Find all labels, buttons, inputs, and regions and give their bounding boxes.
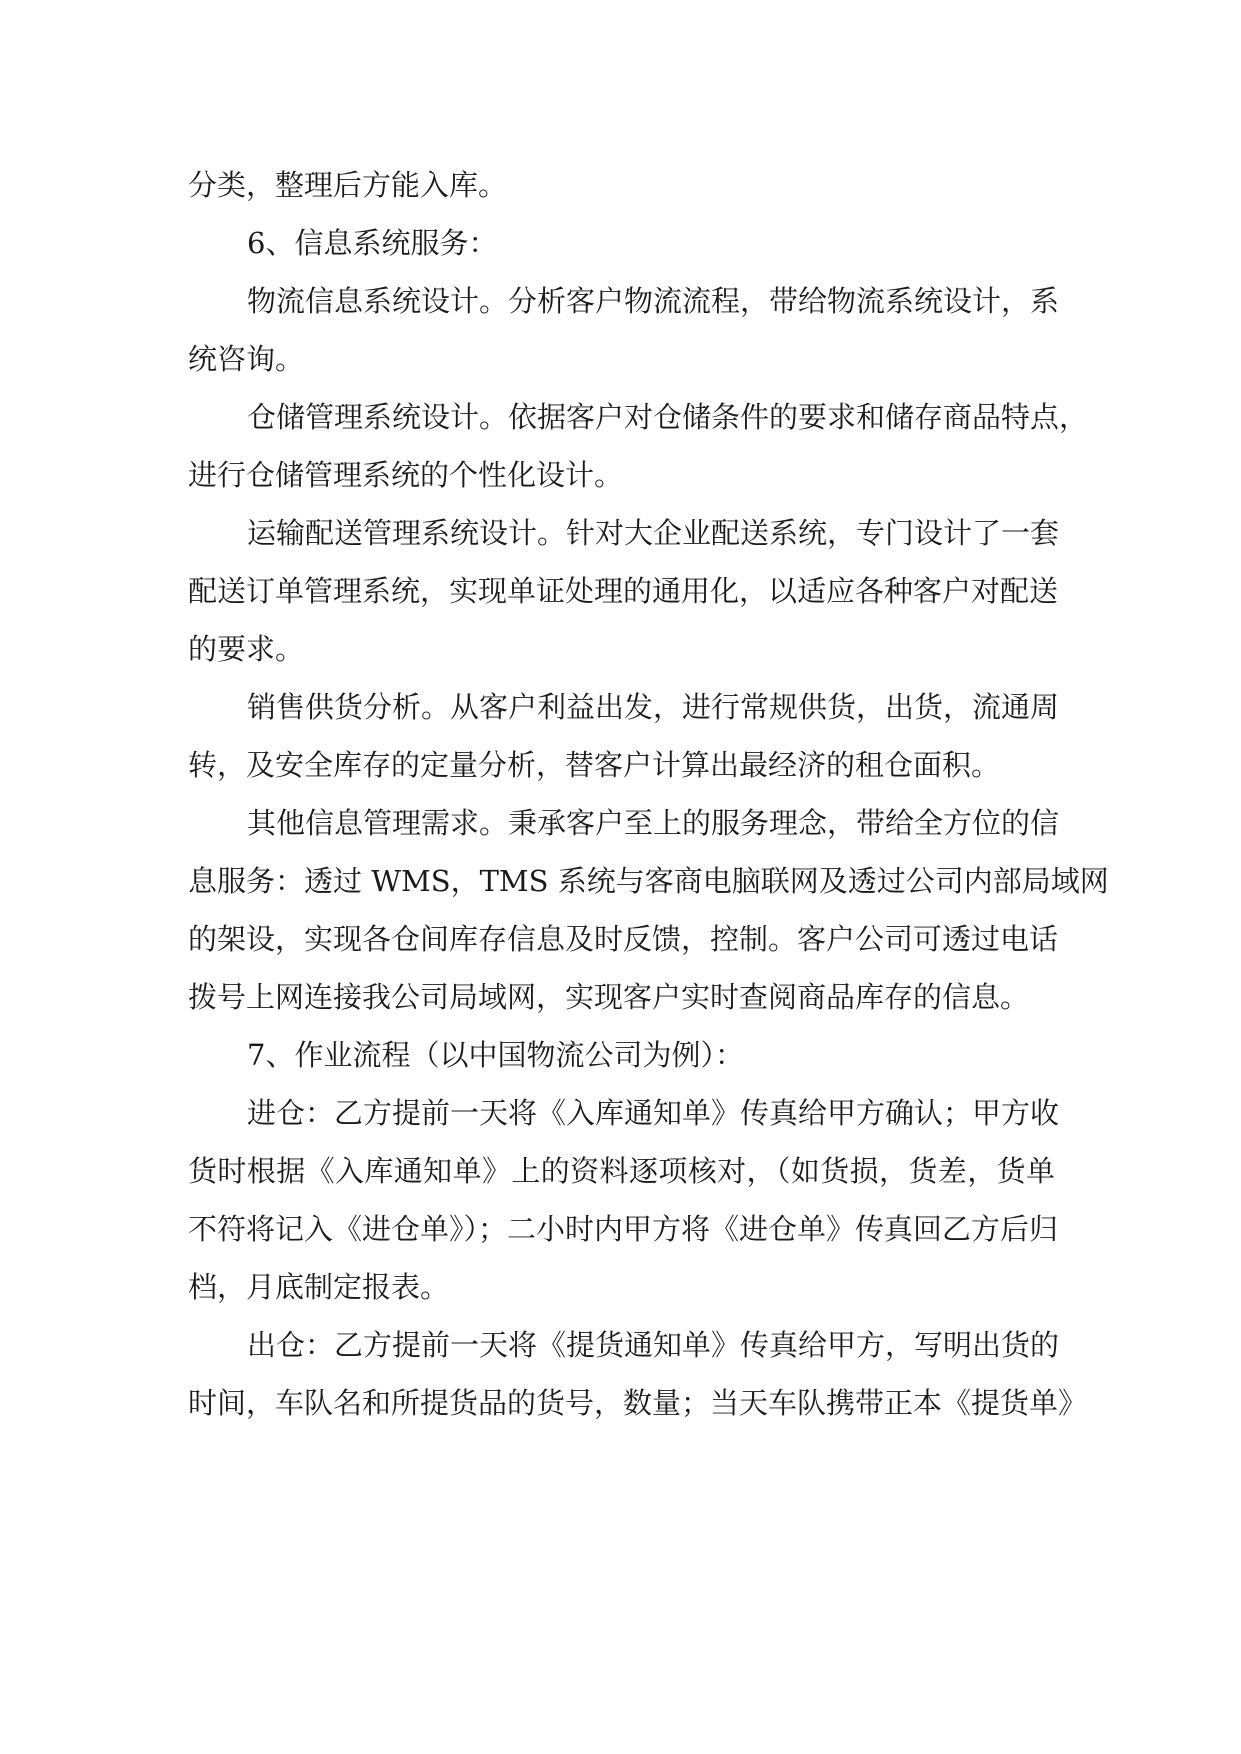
text-line: 出仓：乙方提前一天将《提货通知单》传真给甲方，写明出货的 [247,1328,1060,1362]
text-line: 的架设，实现各仓间库存信息及时反馈，控制。客户公司可透过电话 [188,922,1059,956]
text-line: 配送订单管理系统，实现单证处理的通用化，以适应各种客户对配送 [188,574,1059,608]
text-line: 时间，车队名和所提货品的货号，数量；当天车队携带正本《提货单》 [188,1386,1088,1420]
section-heading: 7、作业流程（以中国物流公司为例）： [247,1038,744,1072]
text-line: 的要求。 [188,632,305,666]
text-line: 档，月底制定报表。 [188,1270,450,1304]
text-line: 物流信息系统设计。分析客户物流流程，带给物流系统设计，系 [247,284,1060,318]
text-line: 运输配送管理系统设计。针对大企业配送系统，专门设计了一套 [247,516,1060,550]
text-line: 息服务：透过 WMS，TMS 系统与客商电脑联网及透过公司内部局域网 [188,864,1109,898]
text-line: 货时根据《入库通知单》上的资料逐项核对，（如货损，货差，货单 [188,1154,1055,1188]
text-line: 分类，整理后方能入库。 [188,168,508,202]
text-line: 不符将记入《进仓单》）；二小时内甲方将《进仓单》传真回乙方后归 [188,1212,1059,1246]
section-heading: 6、信息系统服务： [247,226,498,260]
text-line: 其他信息管理需求。秉承客户至上的服务理念，带给全方位的信 [247,806,1060,840]
text-line: 销售供货分析。从客户利益出发，进行常规供货，出货，流通周 [247,690,1060,724]
text-line: 仓储管理系统设计。依据客户对仓储条件的要求和储存商品特点， [247,400,1089,434]
text-line: 拨号上网连接我公司局域网，实现客户实时查阅商品库存的信息。 [188,980,1030,1014]
text-line: 进行仓储管理系统的个性化设计。 [188,458,624,492]
text-line: 进仓：乙方提前一天将《入库通知单》传真给甲方确认；甲方收 [247,1096,1060,1130]
text-line: 转，及安全库存的定量分析，替客户计算出最经济的租仓面积。 [188,748,1001,782]
text-line: 统咨询。 [188,342,305,376]
